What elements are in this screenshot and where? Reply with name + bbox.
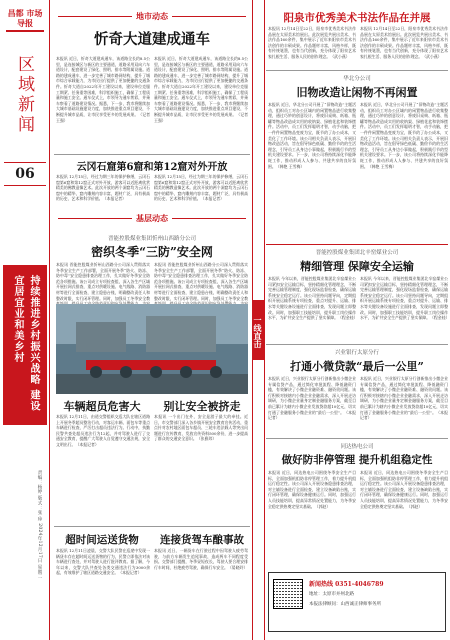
article-10-body-cont: 本报讯 今年以来，晋能控股煤业集团北辛窑煤业公司紧扣安全运输目标，坚持精细化管理理念，不断完善运输管理制度，强化现场监督检查，确保运输系统安全稳定运行。该公司坚持问题导向，定期组织开展运输系统专项检查，重点对提升、运输、排水等关键设备设施进行全面排查，发现问题立即整改。同时，加强职工技能培训，提升职工岗位操作水平，为矿井安全生产提供了坚实保障。（程金桂） bbox=[360, 276, 450, 321]
article-5-body: 本报讯 一个出门在外，安全是游子最大的牵挂。近日，市交警部门深入各乡镇开展安全教育宣传活动，重点针对农村地区面包车超员、三轮车违法载人等突出问题进行宣传教育，发放宣传资料500余份，进一步提高了群众的交通安全意识。（张雅玮） bbox=[154, 414, 248, 442]
photo-illustration bbox=[56, 304, 248, 394]
hotline-text: 新闻热线 0351-4046789 bbox=[309, 581, 384, 588]
divider bbox=[54, 526, 250, 527]
local-news-label: 地市动态 bbox=[136, 10, 168, 21]
hotline-box bbox=[268, 572, 446, 632]
article-2-body-cont: 本报讯 12月15日，经过为期三年的保护修缮，云冈石窟第6窟和第12窟正式对外开放，游客可以近距离欣赏精美的佛教造像艺术。此次开放的两个洞窟均为云冈石窟中的精华，窟内雕刻内容丰富，题材广泛，具有极高的历史、艺术和科学价值。（本报记者） bbox=[154, 174, 248, 202]
slogan-text: 持续推进乡村振兴战略 建设宜居宜业和美乡村 bbox=[12, 275, 39, 412]
frontline-label: 一线直击 bbox=[253, 300, 264, 360]
editor-line: 责编：杨婷 版式：张 珍 2024年12月17日 星期二 bbox=[37, 470, 42, 580]
article-10-kicker: 晋能控股煤业集团北辛窑煤业公司 bbox=[315, 250, 399, 256]
article-8-body-cont: 本报讯 12月14日至22日，阳泉市优秀美术书法作品展在太原美术馆展出。此次展览共展出美术、书法作品160余件，集中展示了近年来阳泉市美术书法创作的丰硕成果。作品题材丰富，风格多样，既有传统笔墨，也有当代创新，充分体现了阳泉艺术家扎根生活、服务人民的创作理念。（武小燕） bbox=[360, 26, 448, 59]
hotline-notice: 本报法律顾问：山西诚正律师事务所 bbox=[309, 602, 381, 607]
article-1-title: 忻奇大道建成通车 bbox=[94, 31, 210, 48]
article-2-body: 本报讯 12月15日，经过为期三年的保护修缮，云冈石窟第6窟和第12窟正式对外开放，游客可以近距离欣赏精美的佛教造像艺术。此次开放的两个洞窟均为云冈石窟中的精华，窟内雕刻内容丰富，题材广泛，具有极高的历史、艺术和科学价值。（本报记者） bbox=[56, 174, 150, 202]
article-4-title: 车辆超员危害大 bbox=[63, 400, 141, 413]
article-12-body-cont: 本报讯 近日，同达热电公司围绕冬季安全生产目标，全面加强机组防非停管理工作，着力提升机组运行稳定性。该公司深入开展设备隐患排查治理，对主辅设备进行全面检查，建立设备缺陷台账，实行闭环管理，确保设备健康运行。同时，加强运行人员技能培训，提高异常情况处置能力，为冬季安全稳定供热奠定坚实基础。（郭赵） bbox=[360, 470, 448, 509]
newspaper-logo: 昌都 市场导报 bbox=[7, 8, 43, 28]
article-11-body-cont: 本报讯 近日，兴业银行太原分行创新推出小微企业专属信贷产品，通过简化审批流程、降低融资门槛，有效解决了小微企业融资难、融资贵问题。该行积极对接辖内小微企业金融需求，深入开展走访调研，为小微企业量身定制金融服务方案，截至目前已累计为辖内小微企业发放贷款超10亿元，切实打通了金融服务小微企业的“最后一公里”。（本报记者） bbox=[360, 376, 448, 421]
left-strip bbox=[0, 0, 50, 640]
article-5-title: 别让安全被挤走 bbox=[163, 400, 241, 413]
article-2-title: 云冈石窟第6窟和第12窟对外开放 bbox=[76, 162, 228, 173]
grassroots-label: 基层动态 bbox=[136, 212, 168, 223]
divider bbox=[266, 438, 448, 439]
page-number: 06 bbox=[4, 162, 46, 186]
article-7-body: 本报讯 近日，一辆货车在行驶过程中因驾驶人疲劳驾驶，与前方车辆发生追尾事故，造成两车不同程度受损。交警部门提醒，冬季昼短夜长，驾驶人要合理安排行车时间，杜绝疲劳驾驶，确保行车安全。（晏晓玲） bbox=[154, 548, 248, 570]
section-name: 区域新闻 bbox=[14, 55, 34, 135]
news-photo bbox=[56, 304, 248, 394]
grassroots-bar bbox=[54, 212, 250, 224]
article-9-kicker: 华北分公司 bbox=[343, 76, 371, 82]
article-3-kicker: 晋能控股煤业集团忻州山西路分公司 bbox=[107, 236, 196, 242]
article-11-body: 本报讯 近日，兴业银行太原分行创新推出小微企业专属信贷产品，通过简化审批流程、降低融资门槛，有效解决了小微企业融资难、融资贵问题。该行积极对接辖内小微企业金融需求，深入开展走访调研，为小微企业量身定制金融服务方案，截至目前已累计为辖内小微企业发放贷款超10亿元，切实打通了金融服务小微企业的“最后一公里”。（本报记者） bbox=[268, 376, 356, 421]
article-7-title: 连接货驾车酿事故 bbox=[160, 534, 244, 546]
article-6-title: 超时间运送货物 bbox=[65, 534, 139, 546]
article-6-body: 本报讯 12月11日凌晨，交警大队民警在巡逻中发现一辆货车存在超时间运送货物的行为，民警立即依法对该车辆进行查处，并对驾驶人进行批评教育。据了解，今年以来，交警大队共查处各类交通违法行为3000余起，有效维护了辖区道路交通安全。（本报记者） bbox=[56, 548, 150, 576]
article-11-kicker: 兴业银行太原分行 bbox=[334, 350, 379, 356]
article-9-body: 本报讯 近日，华北分公司开展了“旧物改造”主题活动，组织员工对办公区域内的闲置物品进行收集整理，通过巧妙的创意设计，将废旧桌椅、纸箱、瓶罐等物品改造成实用的收纳架、绿植花盆和装饰摆件。活动中，员工们发挥聪明才智，动手动脑，把一件件闲置物品变废为宝，既节约了办公成本，又美化了工作环境。该公司相关负责人表示，开展旧物改造活动，旨在倡导绿色低碳、勤俭节约的生活理念，引导员工从身边小事做起，积极践行节约型机关建设要求。下一步，该公司将持续深化节能降耗工作，推动形成人人参与、共建共享的良好氛围。（韩艳 王雪梅） bbox=[268, 102, 356, 169]
article-9-body-cont: 本报讯 近日，华北分公司开展了“旧物改造”主题活动，组织员工对办公区域内的闲置物品进行收集整理，通过巧妙的创意设计，将废旧桌椅、纸箱、瓶罐等物品改造成实用的收纳架、绿植花盆和装饰摆件。活动中，员工们发挥聪明才智，动手动脑，把一件件闲置物品变废为宝，既节约了办公成本，又美化了工作环境。该公司相关负责人表示，开展旧物改造活动，旨在倡导绿色低碳、勤俭节约的生活理念，引导员工从身边小事做起，积极践行节约型机关建设要求。下一步，该公司将持续深化节能降耗工作，推动形成人人参与、共建共享的良好氛围。（韩艳 王雪梅） bbox=[360, 102, 448, 169]
hotline-address: 地址：太原市并州北路 bbox=[309, 592, 354, 597]
article-12-title: 做好防非停管理 提升机组稳定性 bbox=[281, 454, 433, 466]
slogan-box bbox=[3, 265, 47, 425]
local-news-bar bbox=[54, 10, 250, 22]
divider bbox=[266, 70, 448, 71]
column-rule bbox=[264, 0, 265, 640]
article-3-title: 密织冬季“三防”安全网 bbox=[91, 245, 213, 259]
article-8-title: 阳泉市优秀美术书法作品在并展 bbox=[283, 12, 431, 24]
qr-code-icon bbox=[273, 579, 303, 609]
article-8-body: 本报讯 12月14日至22日，阳泉市优秀美术书法作品展在太原美术馆展出。此次展览共展出美术、书法作品160余件，集中展示了近年来阳泉市美术书法创作的丰硕成果。作品题材丰富，风格多样，既有传统笔墨，也有当代创新，充分体现了阳泉艺术家扎根生活、服务人民的创作理念。（武小燕） bbox=[268, 26, 356, 59]
article-3-body: 本报讯 晋能控股煤业忻州山西路分公司深入贯彻落实冬季安全生产工作部署，全面开展冬季“防火、防冻、防中毒”安全隐患排查治理工作，扎实做好冬季安全防范各项措施。该公司成立专项检查组，深入各生产区域开展拉网式排查，重点对供暖设施、电气线路、消防器材等进行全面检查，建立隐患台账，明确整改责任人和整改时限，实行闭环管理。同时，加强员工冬季安全教 bbox=[56, 262, 150, 301]
divider bbox=[266, 244, 448, 245]
article-3-body-cont: 本报讯 晋能控股煤业忻州山西路分公司深入贯彻落实冬季安全生产工作部署，全面开展冬季“防火、防冻、防中毒”安全隐患排查治理工作，扎实做好冬季安全防范各项措施。该公司成立专项检查组，深入各生产区域开展拉网式排查，重点对供暖设施、电气线路、消防器材等进行全面检查，建立隐患台账，明确整改责任人和整改时限，实行闭环管理。同时，加强员工冬季安全教 bbox=[154, 262, 248, 301]
article-11-title: 打通小微贷款“最后一公里” bbox=[290, 360, 424, 373]
article-10-body: 本报讯 今年以来，晋能控股煤业集团北辛窑煤业公司紧扣安全运输目标，坚持精细化管理理念，不断完善运输管理制度，强化现场监督检查，确保运输系统安全稳定运行。该公司坚持问题导向，定期组织开展运输系统专项检查，重点对提升、运输、排水等关键设备设施进行全面排查，发现问题立即整改。同时，加强职工技能培训，提升职工岗位操作水平，为矿井安全生产提供了坚实保障。（程金桂） bbox=[268, 276, 358, 321]
divider bbox=[266, 344, 448, 345]
article-4-body: 本报讯 12月11日，由道交警组织交巡大队在辖区道路上开展冬季超员整治行动，对客运车辆、面包车等重点车辆进行检查，严厉打击超员违法行为。行动中，执勤民警共查处超员违法行为12起，并对驾驶人进行了交通安全教育，提醒广大驾驶人自觉遵守交通法规，安全文明出行。（本报记者） bbox=[56, 414, 150, 447]
article-10-title: 精细管理 保障安全运输 bbox=[300, 260, 414, 273]
column-right bbox=[266, 0, 448, 640]
divider bbox=[54, 154, 250, 155]
article-9-title: 旧物改造让闲物不再闲置 bbox=[296, 86, 418, 99]
logo-underline bbox=[6, 30, 44, 32]
column-left bbox=[54, 0, 250, 640]
article-1-body: 本报讯 近日，忻奇大道建成通车，该道路全长约8.5公里，是连接城区与新区的主要通道，道路采用双向六车道设计，配套建设了绿化、照明、排水等附属设施。道路的建成通车，进一步完善了城市路网结构，提升了城市综合承载能力，为市民出行提供了更加便捷的交通条件。忻奇大道自2022年开工建设以来，建设单位克服工期紧、任务重等困难，科学组织施工，确保了工程质量和施工安全。通车仪式上，市领导为通车剪彩，并乘车察看了道路建设情况。据悉，下一步，我市将继续加大城市基础设施建设力度，加快推进重点项目建设，不断提升城市品质，让市民享受更多的发展成果。（记者 王强） bbox=[56, 56, 150, 123]
article-1-body-cont: 本报讯 近日，忻奇大道建成通车，该道路全长约8.5公里，是连接城区与新区的主要通道，道路采用双向六车道设计，配套建设了绿化、照明、排水等附属设施。道路的建成通车，进一步完善了城市路网结构，提升了城市综合承载能力，为市民出行提供了更加便捷的交通条件。忻奇大道自2022年开工建设以来，建设单位克服工期紧、任务重等困难，科学组织施工，确保了工程质量和施工安全。通车仪式上，市领导为通车剪彩，并乘车察看了道路建设情况。据悉，下一步，我市将继续加大城市基础设施建设力度，加快推进重点项目建设，不断提升城市品质，让市民享受更多的发展成果。（记者 王强） bbox=[154, 56, 248, 123]
article-12-body: 本报讯 近日，同达热电公司围绕冬季安全生产目标，全面加强机组防非停管理工作，着力提升机组运行稳定性。该公司深入开展设备隐患排查治理，对主辅设备进行全面检查，建立设备缺陷台账，实行闭环管理，确保设备健康运行。同时，加强运行人员技能培训，提高异常情况处置能力，为冬季安全稳定供热奠定坚实基础。（郭赵） bbox=[268, 470, 356, 509]
article-12-kicker: 同达热电公司 bbox=[340, 444, 374, 450]
